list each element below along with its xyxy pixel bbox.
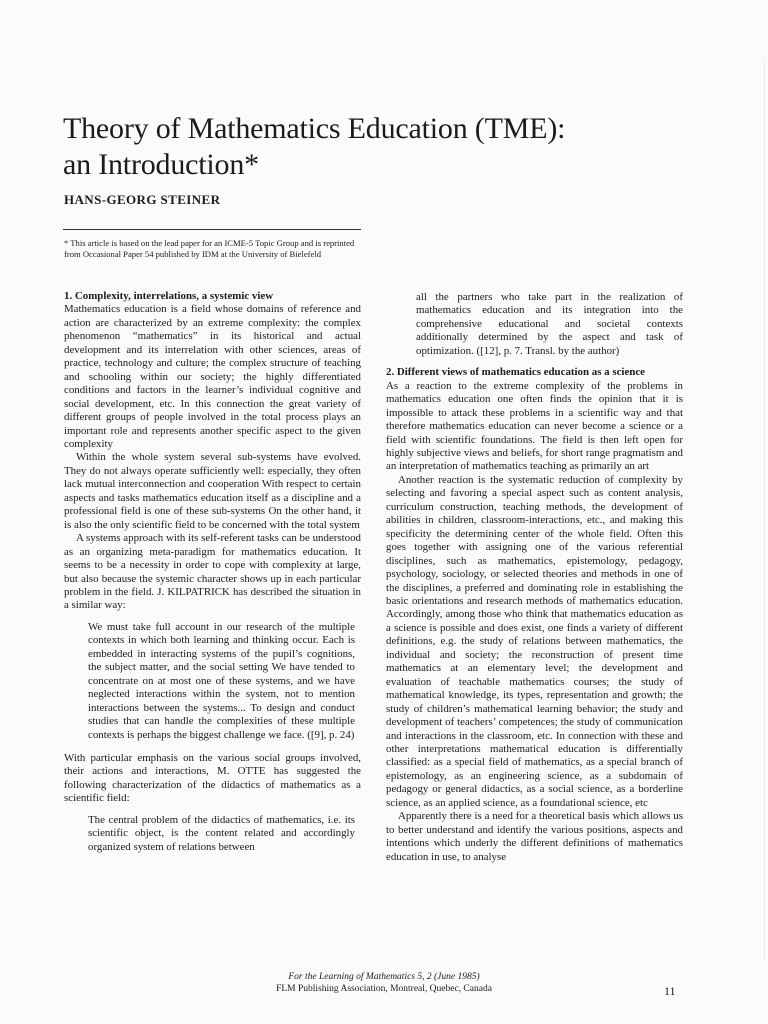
author-name: HANS-GEORG STEINER <box>64 192 221 207</box>
otte-quote-continued: all the partners who take part in the realization of mathematics education and its integration into the comprehensive educational and societal contexts additionally determined by the aspect and task of optimization. ([12], p. 7. Transl. by the author) <box>416 291 683 357</box>
section-heading-2: 2. Different views of mathematics education as a science <box>386 366 646 379</box>
journal-citation: For the Learning of Mathematics 5, 2 (June 1985) <box>288 972 480 982</box>
paragraph-1: Mathematics education is a field whose domains of reference and action are characterized by an extreme complexity: the complex phenomenon “mathematics” in its historical and actual development and its interrelation with other sciences, areas of practice, technology and culture; the complex structure of teaching and schooling within our society; the highly differentiated conditions and factors in the learner’s individual cognitive and social development, etc. In this connection the great variety of different groups of people involved in the total process plays an important role and represents another specific aspect to the given complexity <box>64 303 361 450</box>
title-footnote: * This article is based on the lead paper for an ICME-5 Topic Group and is reprinted from Occasional Paper 54 published by IDM at the University of Bielefeld <box>64 238 355 260</box>
paragraph-2: Within the whole system several sub-systems have evolved. They do not always operate sufficiently well: especially, they often lack mutual interconnection and cooperation With respect to certain aspects and tasks mathematics education itself as a discipline and a professional field is one of these sub-systems On the other hand, it is also the only scientific field to be concerned with the total system <box>64 451 361 531</box>
paragraph-6: Another reaction is the systematic reduction of complexity by selecting and favoring a special aspect such as content analysis, curriculum construction, teaching methods, the development of abilities in children, classroom-interactions, etc., and making this specificity the determining center of the whole field. Often this goes together with assigning one of the various referential disciplines, such as mathematics, epistemology, pedagogy, psychology, sociology, or selected theories and methods in one of the disciplines, a preferred and dominating role in establishing the basic orientations and research methods of mathematics education. Accordingly, among those who think that mathematics education as a science is possible and does exist, one finds a variety of different definitions, e.g. the study of relations between mathematics, the individual and society; the reconstruction of present time mathematics at an elementary level; the development and evaluation of teachable mathematics courses; the study of mathematical knowledge, its types, representation and growth; the study of children’s mathematical learning behavior; the study and development of teachers’ competences; the study of communication and interactions in the classroom, etc. In connection with these and other interpretations mathematical education is differentially classified: as a special field of mathematics, as a special branch of epistemology, as an engineering science, as a subdomain of pedagogy or general didactics, as a social science, as a borderline science, as an applied science, as a foundational science, etc <box>386 473 683 809</box>
paragraph-5: As a reaction to the extreme complexity of the problems in mathematics education one often finds the opinion that it is impossible to attack these problems in a scientific way and that therefore mathematics education can never become a science or a field with scientific foundations. The field is then left open for highly subjective views and beliefs, for short range pragmatism and an interpretation of mathematics teaching as primarily an art <box>386 379 683 473</box>
title-line-1: Theory of Mathematics Education (TME): <box>63 112 566 145</box>
footnote-divider <box>63 229 361 230</box>
paragraph-4: With particular emphasis on the various social groups involved, their actions and interactions, M. OTTE has suggested the following characterization of the didactics of mathematics as a scientific field: <box>64 751 361 805</box>
paragraph-3: A systems approach with its self-referent tasks can be understood as an organizing meta-paradigm for mathematics education. It seems to be a necessity in order to cope with complexity at large, but also because the systemic character shows up in each particular problem in the field. J. KILPATRICK has described the situation in a similar way: <box>64 532 361 612</box>
kilpatrick-quote: We must take full account in our research of the multiple contexts in which both learning and thinking occur. Each is embedded in interacting systems of the pupil’s cognitions, the subject matter, and the social setting We have tended to concentrate on at most one of these systems, and we have neglected interactions within the system, not to mention interactions between the systems... To design and conduct studies that can handle the complexities of these multiple contexts is perhaps the biggest challenge we face. ([9], p. 24) <box>88 620 355 741</box>
otte-quote: The central problem of the didactics of mathematics, i.e. its scientific object, is the content related and accordingly organized system of relations between <box>88 813 355 853</box>
article-title <box>63 111 703 183</box>
publisher-line: FLM Publishing Association, Montreal, Quebec, Canada <box>276 983 492 994</box>
title-line-2: an Introduction* <box>63 148 259 181</box>
left-column <box>64 290 361 864</box>
paragraph-7: Apparently there is a need for a theoretical basis which allows us to better understand and identify the various positions, aspects and intentions which underly the different definitions of mathematics education in use, to analyse <box>386 810 683 863</box>
page-number: 11 <box>664 984 676 998</box>
section-heading-1: 1. Complexity, interrelations, a systemic view <box>64 290 274 302</box>
page-footer <box>0 972 768 995</box>
scan-margin-line <box>764 60 765 960</box>
right-column <box>386 291 683 864</box>
